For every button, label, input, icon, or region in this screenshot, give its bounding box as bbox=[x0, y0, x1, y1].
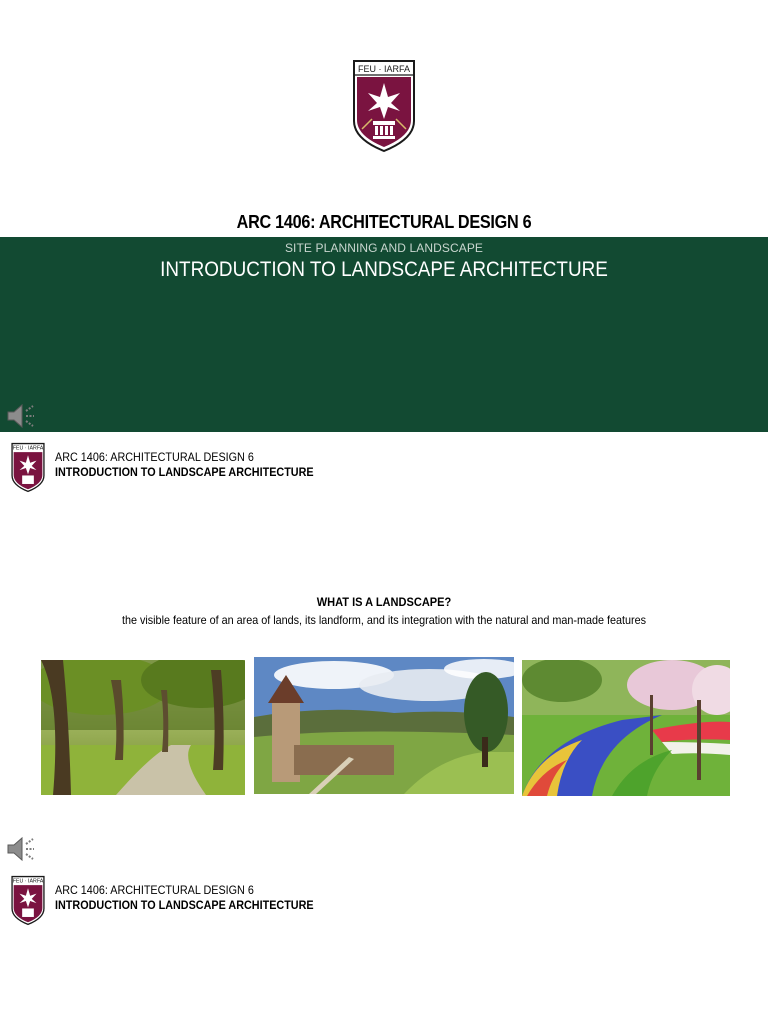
svg-text:FEU · IARFA: FEU · IARFA bbox=[357, 64, 411, 74]
banner-title: INTRODUCTION TO LANDSCAPE ARCHITECTURE bbox=[160, 258, 608, 281]
svg-text:FEU · IARFA: FEU · IARFA bbox=[12, 878, 44, 885]
svg-text:FEU · IARFA: FEU · IARFA bbox=[12, 445, 44, 452]
slide-header-course: ARC 1406: ARCHITECTURAL DESIGN 6 bbox=[55, 883, 254, 897]
slide-header-course: ARC 1406: ARCHITECTURAL DESIGN 6 bbox=[55, 450, 254, 464]
title-banner bbox=[0, 237, 768, 432]
speaker-icon[interactable] bbox=[5, 400, 37, 432]
course-title: ARC 1406: ARCHITECTURAL DESIGN 6 bbox=[236, 212, 532, 232]
photo-tulip-garden bbox=[522, 660, 730, 796]
slide-header-topic: INTRODUCTION TO LANDSCAPE ARCHITECTURE bbox=[55, 898, 314, 912]
landscape-definition: the visible feature of an area of lands, its landform, and its integration with the natural and man-made features bbox=[121, 613, 647, 627]
slide-header-topic: INTRODUCTION TO LANDSCAPE ARCHITECTURE bbox=[55, 465, 314, 479]
feu-iarfa-crest-small bbox=[11, 442, 45, 493]
feu-iarfa-crest-small bbox=[11, 875, 45, 926]
speaker-icon[interactable] bbox=[5, 833, 37, 865]
banner-subtitle: SITE PLANNING AND LANDSCAPE bbox=[284, 241, 484, 255]
photo-tree-lined-path bbox=[41, 660, 245, 795]
photo-castle-countryside bbox=[254, 657, 514, 794]
landscape-question: WHAT IS A LANDSCAPE? bbox=[316, 595, 452, 609]
feu-iarfa-crest bbox=[352, 59, 416, 153]
